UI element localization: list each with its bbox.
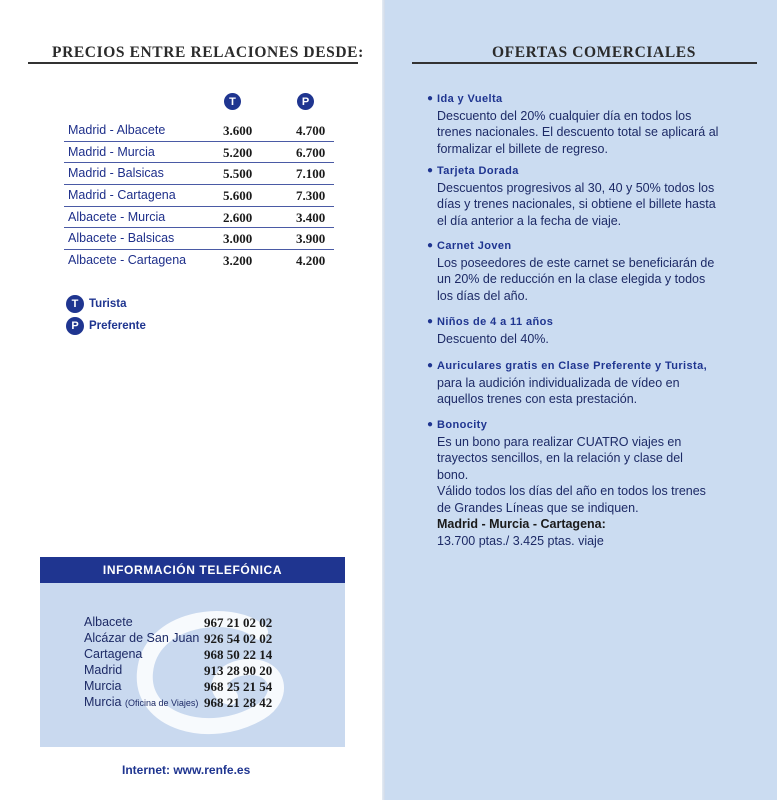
bullet-icon: ● (427, 165, 434, 176)
legend-turista (66, 295, 127, 313)
price-preferente: 7.100 (296, 166, 326, 182)
offer-tarjeta-dorada (427, 163, 737, 229)
offer-title: Ida y Vuelta (437, 93, 503, 105)
legend-label: Turista (89, 298, 127, 310)
price-turista: 5.600 (223, 188, 253, 204)
phone-city: Albacete (84, 615, 133, 629)
phone-city: Alcázar de San Juan (84, 631, 200, 645)
phone-row (84, 615, 273, 630)
phone-number: 913 28 90 20 (204, 663, 273, 678)
offer-line: Los poseedores de este carnet se beneficiarán de (437, 255, 715, 270)
legend-badge: T (66, 295, 84, 313)
offer-line: trenes nacionales. El descuento total se aplicará al (437, 125, 719, 139)
phone-city: Cartagena (84, 647, 143, 661)
table-row (64, 142, 334, 164)
legend-label: Preferente (89, 320, 146, 332)
offer-line: bono. (437, 467, 469, 482)
offer-price: 13.700 ptas./ 3.425 ptas. viaje (437, 533, 604, 548)
price-preferente: 4.700 (296, 123, 326, 138)
price-preferente: 3.400 (296, 209, 326, 225)
table-row (64, 163, 334, 185)
route-name: Madrid - Cartagena (68, 188, 176, 203)
offers-title: OFERTAS COMERCIALES (492, 44, 696, 61)
bullet-icon: ● (427, 360, 434, 371)
offer-line: un 20% de reducción en la clase elegida y todos (437, 272, 706, 286)
table-row (64, 207, 334, 229)
phone-number: 968 50 22 14 (204, 647, 273, 662)
price-turista: 3.200 (223, 253, 253, 269)
price-preferente: 3.900 (296, 231, 326, 247)
phone-row (84, 679, 273, 694)
offer-line: Válido todos los días del año en todos los trenes (437, 484, 706, 498)
offer-auriculares (427, 358, 737, 408)
phone-row (84, 663, 273, 678)
left-panel (0, 0, 385, 800)
offer-line: de Grandes Líneas que se indiquen. (437, 500, 639, 515)
legend-preferente (66, 317, 146, 335)
offer-line: Descuentos progresivos al 30, 40 y 50% todos los (437, 180, 715, 195)
price-preferente: 4.200 (296, 253, 326, 269)
offer-line: Descuento del 20% cualquier día en todos los (437, 108, 692, 123)
phone-row (84, 647, 273, 662)
offer-route: Madrid - Murcia - Cartagena: (437, 517, 606, 531)
table-row (64, 185, 334, 207)
offer-line: Descuento del 40%. (437, 331, 549, 346)
offer-line: aquellos trenes con esta prestación. (437, 392, 638, 406)
offer-line: el día anterior a la fecha de viaje. (437, 213, 622, 228)
phone-note: (Oficina de Viajes) (125, 698, 199, 708)
internet-link[interactable]: Internet: www.renfe.es (122, 763, 251, 777)
route-name: Madrid - Balsicas (68, 166, 164, 181)
bullet-icon: ● (427, 93, 434, 104)
phone-info-header: INFORMACIÓN TELEFÓNICA (40, 557, 345, 583)
price-turista: 5.500 (223, 166, 253, 182)
route-name: Madrid - Albacete (68, 123, 166, 137)
price-turista: 3.000 (223, 231, 253, 247)
prices-title: PRECIOS ENTRE RELACIONES DESDE: (52, 44, 364, 61)
preferente-column-badge: P (297, 93, 314, 110)
route-name: Albacete - Murcia (68, 209, 166, 224)
phone-number: 926 54 02 02 (204, 631, 273, 646)
price-turista: 3.600 (223, 123, 253, 138)
offers-title-rule (412, 62, 757, 64)
phone-info-box (40, 557, 345, 747)
price-turista: 5.200 (223, 144, 253, 160)
phone-number: 968 21 28 42 (204, 695, 273, 710)
offer-title: Tarjeta Dorada (437, 165, 519, 177)
offer-line: formalizar el billete de regreso. (437, 141, 608, 156)
route-name: Albacete - Cartagena (68, 253, 187, 268)
table-row (64, 250, 334, 271)
offer-title: Niños de 4 a 11 años (437, 316, 554, 328)
route-name: Madrid - Murcia (68, 144, 155, 159)
phone-city: Madrid (84, 663, 123, 677)
price-turista: 2.600 (223, 209, 253, 225)
prices-title-rule (28, 62, 358, 64)
route-name: Albacete - Balsicas (68, 231, 175, 246)
turista-column-badge: T (224, 93, 241, 110)
phone-city: Murcia (84, 679, 122, 693)
legend-badge: P (66, 317, 84, 335)
offer-line: trayectos sencillos, en la relación y clase del (437, 451, 683, 465)
bullet-icon: ● (427, 240, 434, 251)
offer-line: días y trenes nacionales, si obtiene el billete hasta (437, 197, 716, 211)
table-row (64, 228, 334, 250)
table-row (64, 120, 334, 142)
phone-row (84, 631, 273, 646)
offer-carnet-joven (427, 238, 737, 304)
price-preferente: 7.300 (296, 188, 326, 204)
phone-number: 967 21 02 02 (204, 615, 273, 630)
bullet-icon: ● (427, 316, 434, 327)
phone-city: Murcia (84, 695, 122, 709)
offer-title: Bonocity (437, 419, 488, 431)
offer-bonocity (427, 417, 737, 549)
phone-number: 968 25 21 54 (204, 679, 273, 694)
offer-ninos (427, 314, 737, 347)
offer-line: para la audición individualizada de vídeo en (437, 375, 680, 390)
price-table (64, 120, 334, 271)
offer-title: Carnet Joven (437, 240, 512, 252)
phone-row (84, 695, 273, 710)
price-preferente: 6.700 (296, 144, 326, 160)
bullet-icon: ● (427, 419, 434, 430)
offer-ida-vuelta (427, 91, 737, 157)
offer-line: los días del año. (437, 288, 529, 303)
offer-title: Auriculares gratis en Clase Preferente y Turista, (437, 360, 708, 372)
offer-line: Es un bono para realizar CUATRO viajes en (437, 434, 682, 449)
